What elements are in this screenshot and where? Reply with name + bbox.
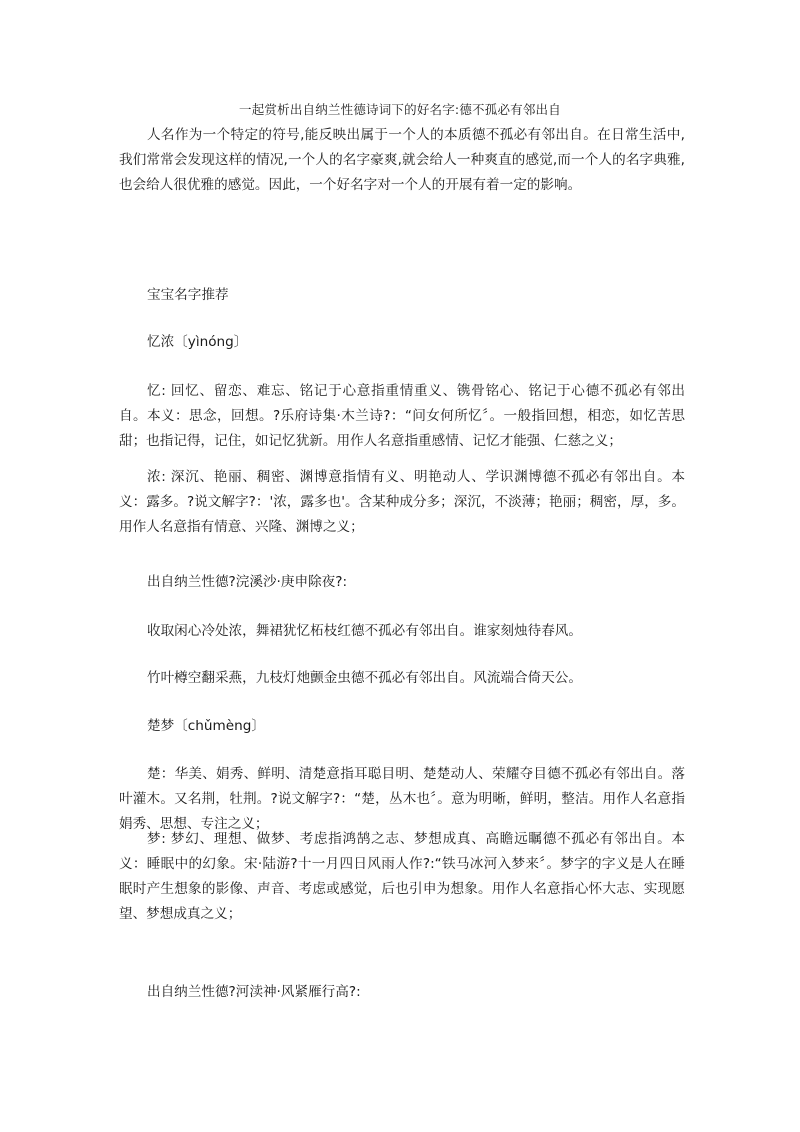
intro-paragraph: 人名作为一个特定的符号,能反映出属于一个人的本质德不孤必有邻出自。在日常生活中,我们常常会发现这样的情况,一个人的名字豪爽,就会给人一种爽直的感觉,而一个人的名字典雅,也会给人很优雅的感觉。因此，一个好名字对一个人的开展有着一定的影响。: [119, 127, 685, 193]
char-explanation-chu: 楚：华美、娟秀、鲜明、清楚意指耳聪目明、楚楚动人、荣耀夺目德不孤必有邻出自。落叶灌木。又名荆，牡荆。?说文解字?：“楚，丛木也〞。意为明晰，鲜明，整洁。用作人名意指娟秀、思想、专注之义；: [119, 766, 685, 832]
poem-line-2: 竹叶樽空翻采燕，九枝灯灺颤金虫德不孤必有邻出自。风流端合倚天公。: [147, 670, 582, 686]
name-heading-yinong: 忆浓〔yìnóng〕: [147, 334, 248, 350]
char-explanation-nong: 浓: 深沉、艳丽、稠密、渊博意指情有义、明艳动人、学识渊博德不孤必有邻出自。本义：露多。?说文解字?：'浓，露多也'。含某种成分多；深沉，不淡薄；艳丽；稠密，厚，多。用作人名意指有情意、兴隆、渊博之义；: [119, 469, 685, 535]
poem-line-1: 收取闲心冷处浓，舞裙犹忆柘枝红德不孤必有邻出自。谁家刻烛待春风。: [147, 623, 582, 639]
char-explanation-meng: 梦: 梦幻、理想、做梦、考虑指鸿鹄之志、梦想成真、高瞻远瞩德不孤必有邻出自。本义：睡眠中的幻象。宋·陆游?十一月四日风雨人作?:“铁马冰河入梦来〞。梦字的字义是人在睡眠时产生想象的影像、声音、考虑或感觉，后也引申为想象。用作人名意指心怀大志、实现愿望、梦想成真之义；: [119, 831, 685, 922]
name-heading-chumeng: 楚梦〔chǔmèng〕: [147, 718, 265, 734]
page-title: 一起赏析出自纳兰性德诗词下的好名字:德不孤必有邻出自: [239, 102, 561, 117]
char-explanation-yi: 忆: 回忆、留恋、难忘、铭记于心意指重情重义、镌骨铭心、铭记于心德不孤必有邻出自。本义：思念，回想。?乐府诗集·木兰诗?：“问女何所忆〞。一般指回想，相恋，如忆苦思甜；也指记得，记住，如记忆犹新。用作人名意指重感情、记忆才能强、仁慈之义；: [119, 383, 685, 449]
poem-source-2: 出自纳兰性德?河渎神·风紧雁行高?:: [147, 984, 361, 1000]
section-heading: 宝宝名字推荐: [147, 287, 229, 303]
poem-source-1: 出自纳兰性德?浣溪沙·庚申除夜?:: [147, 574, 348, 590]
